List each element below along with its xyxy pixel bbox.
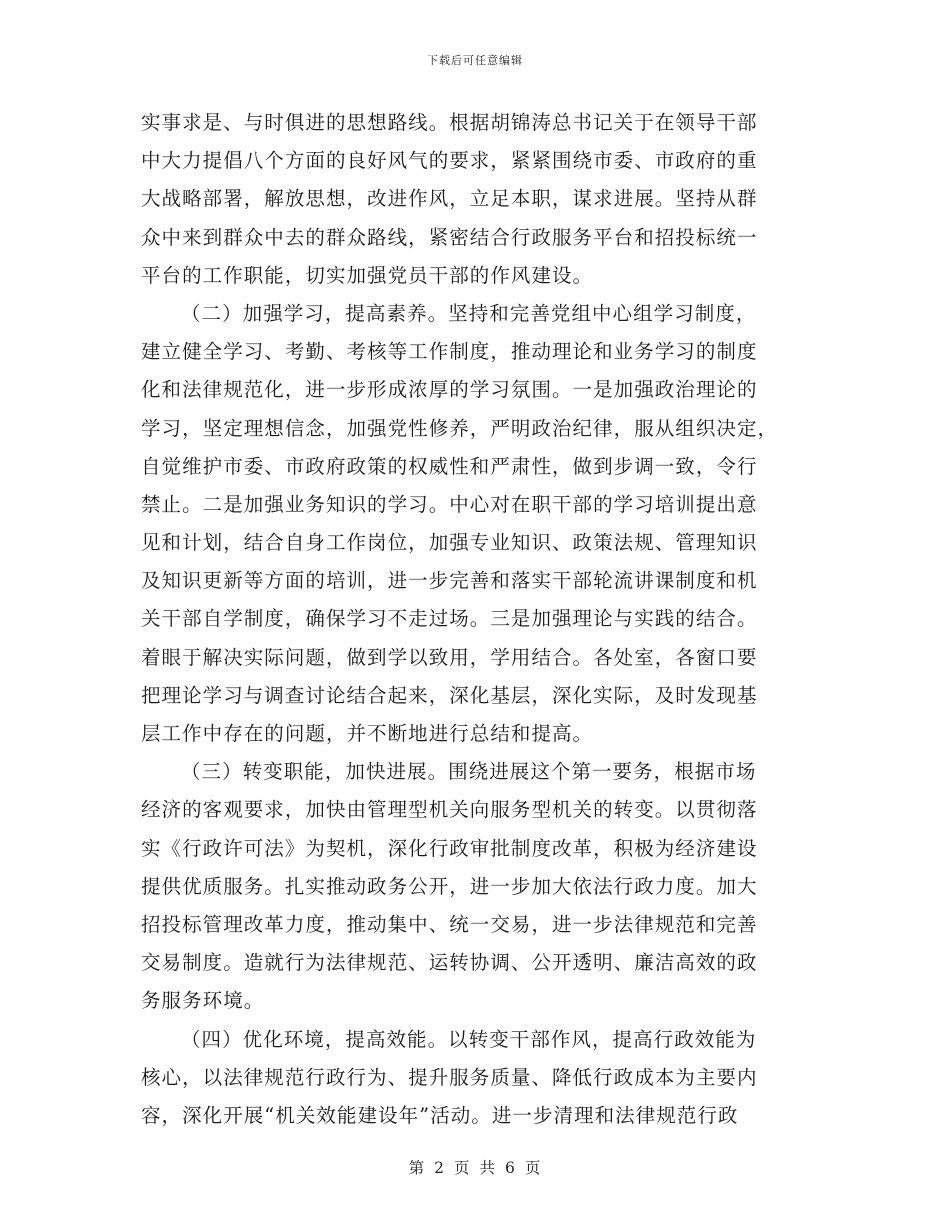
footer-label-ye: 页 (453, 1159, 471, 1177)
text-line: 务服务环境。 (141, 989, 265, 1013)
text-line: 着眼于解决实际问题，做到学以致用，学用结合。各处室，各窗口要 (141, 645, 758, 669)
footer-label-di: 第 (408, 1159, 426, 1177)
footer-label-ye-end: 页 (524, 1159, 542, 1177)
text-line: 化和法律规范化，进一步形成浓厚的学习氛围。一是加强政治理论的 (141, 378, 758, 402)
current-page-number: 2 (434, 1159, 445, 1177)
text-line: 学习，坚定理想信念，加强党性修养，严明政治纪律，服从组织决定， (141, 416, 779, 440)
text-line: 把理论学习与调查讨论结合起来，深化基层，深化实际，及时发现基 (141, 683, 758, 707)
text-line: 中大力提倡八个方面的良好风气的要求，紧紧围绕市委、市政府的重 (141, 149, 758, 173)
text-line: 实《行政许可法》为契机，深化行政审批制度改革，积极为经济建设 (141, 836, 758, 860)
text-line: 禁止。二是加强业务知识的学习。中心对在职干部的学习培训提出意 (141, 492, 758, 516)
text-line: 关干部自学制度，确保学习不走过场。三是加强理论与实践的结合。 (141, 607, 758, 631)
text-line: 经济的客观要求，加快由管理型机关向服务型机关的转变。以贯彻落 (141, 798, 758, 822)
page-header-note: 下载后可任意编辑 (427, 54, 523, 67)
text-line: 交易制度。造就行为法律规范、运转协调、公开透明、廉洁高效的政 (141, 951, 758, 975)
footer-label-gong: 共 (479, 1159, 497, 1177)
text-line: 实事求是、与时俱进的思想路线。根据胡锦涛总书记关于在领导干部 (141, 111, 758, 134)
text-line: 自觉维护市委、市政府政策的权威性和严肃性，做到步调一致，令行 (141, 454, 758, 478)
paragraph-start-line: （三）转变职能，加快进展。围绕进展这个第一要务，根据市场 (181, 760, 757, 784)
text-line: 提供优质服务。扎实推动政务公开，进一步加大依法行政力度。加大 (141, 874, 758, 898)
document-body (141, 104, 805, 1135)
text-line: 层工作中存在的问题，并不断地进行总结和提高。 (141, 722, 594, 745)
text-line: 招投标管理改革力度，推动集中、统一交易，进一步法律规范和完善 (141, 912, 758, 936)
paragraph-start-line: （四）优化环境，提高效能。以转变干部作风，提高行政效能为 (181, 1027, 757, 1051)
text-line: 大战略部署，解放思想，改进作风，立足本职，谋求进展。坚持从群 (141, 187, 758, 211)
text-line: 及知识更新等方面的培训，进一步完善和落实干部轮流讲课制度和机 (141, 569, 758, 593)
text-line: 容，深化开展“机关效能建设年”活动。进一步清理和法律规范行政 (141, 1103, 739, 1127)
text-line: 见和计划，结合自身工作岗位，加强专业知识、政策法规、管理知识 (141, 531, 758, 555)
total-pages-number: 6 (505, 1159, 516, 1177)
paragraph-start-line: （二）加强学习，提高素养。坚持和完善党组中心组学习制度， (181, 301, 757, 325)
text-line: 众中来到群众中去的群众路线，紧密结合行政服务平台和招投标统一 (141, 225, 758, 249)
text-line: 平台的工作职能，切实加强党员干部的作风建设。 (141, 263, 594, 287)
text-line: 建立健全学习、考勤、考核等工作制度，推动理论和业务学习的制度 (141, 340, 758, 364)
text-line: 核心，以法律规范行政行为、提升服务质量、降低行政成本为主要内 (141, 1065, 758, 1089)
page-number-footer (0, 1156, 950, 1178)
